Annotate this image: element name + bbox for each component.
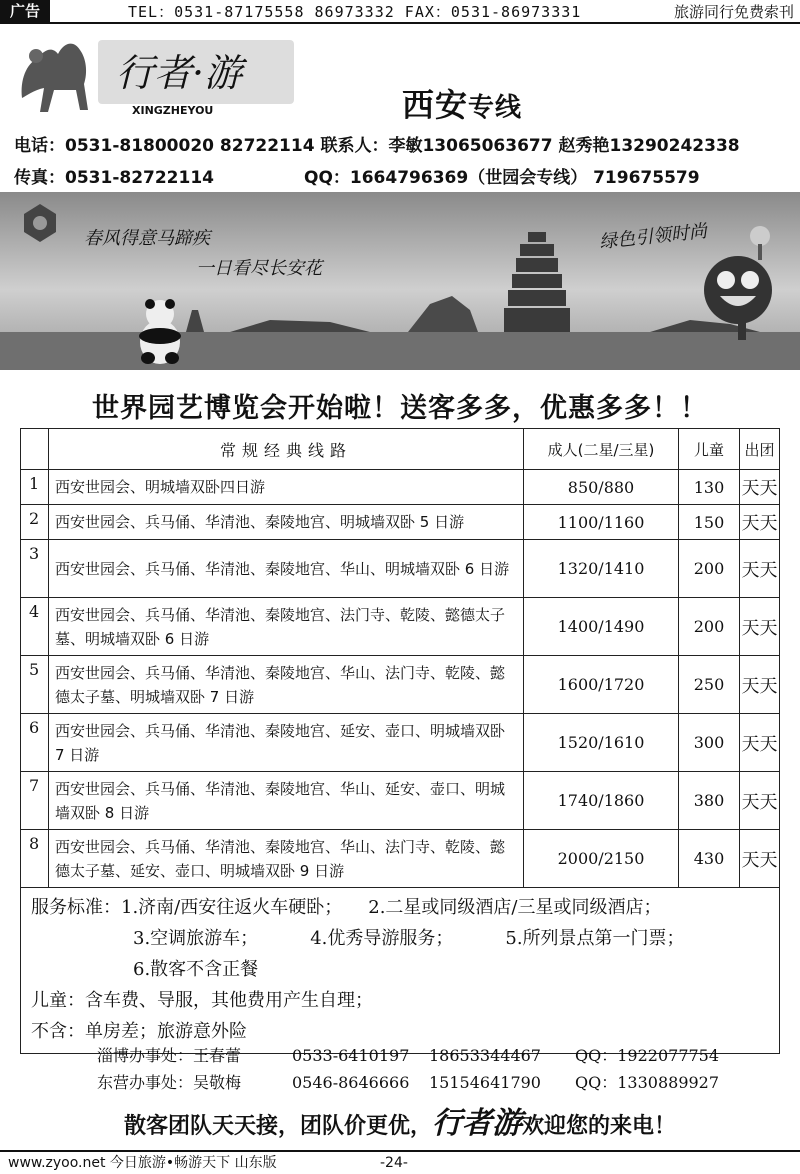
banner-poem-2: 一日看尽长安花 [196, 258, 322, 279]
adult-price: 1320/1410 [524, 540, 679, 598]
col-header-departure: 出团 [740, 429, 780, 470]
departure: 天天 [740, 714, 780, 772]
office-tel: 0533-6410197 [292, 1046, 410, 1065]
footer-brand: 行者游 [432, 1106, 522, 1141]
col-header-route: 常规经典线路 [49, 429, 524, 470]
departure: 天天 [740, 830, 780, 888]
table-row [21, 656, 780, 714]
route-name: 西安世园会、明城墙双卧四日游 [49, 470, 524, 505]
header-contact: TEL：0531-87175558 86973332 FAX：0531-86973331 [128, 3, 582, 21]
service-item: 2.二星或同级酒店/三星或同级酒店； [368, 897, 662, 918]
child-price: 150 [679, 505, 740, 540]
col-header-no [21, 429, 49, 470]
service-notes [21, 888, 780, 1054]
child-price: 130 [679, 470, 740, 505]
banner-motto: 绿色引领时尚 [598, 220, 708, 253]
table-row [21, 772, 780, 830]
fax-text: 传真：0531-82722114 [14, 168, 214, 188]
row-number: 1 [21, 470, 49, 505]
brand-logo [14, 28, 304, 120]
route-name: 西安世园会、兵马俑、华清池、秦陵地宫、法门寺、乾陵、懿德太子墓、明城墙双卧 6 日游 [49, 598, 524, 656]
office-tel: 0546-8646666 [292, 1073, 410, 1092]
notes-row [21, 888, 780, 1054]
row-number: 5 [21, 656, 49, 714]
table-row [21, 830, 780, 888]
child-note: 儿童：含车费、导服，其他费用产生自理； [31, 990, 373, 1011]
banner-poem-1: 春风得意马蹄疾 [84, 228, 210, 249]
office-label: 东营办事处：吴敬梅 [97, 1073, 242, 1092]
fax-qq-line [14, 163, 700, 188]
service-item: 5.所列景点第一门票； [505, 928, 685, 949]
departure: 天天 [740, 505, 780, 540]
banner-image [0, 192, 800, 370]
route-name: 西安世园会、兵马俑、华清池、秦陵地宫、延安、壶口、明城墙双卧 7 日游 [49, 714, 524, 772]
page-number: -24- [380, 1155, 408, 1171]
row-number: 8 [21, 830, 49, 888]
route-table [20, 428, 780, 1054]
office-qq: QQ：1922077754 [575, 1046, 720, 1065]
footer-slogan [0, 1098, 800, 1142]
exclude-note: 不含：单房差；旅游意外险 [31, 1021, 247, 1042]
footer-slogan-post: 欢迎您的来电！ [522, 1114, 677, 1139]
service-item: 4.优秀导游服务； [310, 928, 454, 949]
table-row [21, 540, 780, 598]
adult-price: 1600/1720 [524, 656, 679, 714]
departure: 天天 [740, 772, 780, 830]
site-line: www.zyoo.net 今日旅游•畅游天下 山东版 [8, 1155, 277, 1171]
departure: 天天 [740, 470, 780, 505]
row-number: 3 [21, 540, 49, 598]
adult-price: 1400/1490 [524, 598, 679, 656]
office-label: 淄博办事处：王春蕾 [97, 1046, 242, 1065]
adult-price: 850/880 [524, 470, 679, 505]
col-header-child: 儿童 [679, 429, 740, 470]
service-line-3 [31, 954, 769, 985]
table-row [21, 598, 780, 656]
service-line-2 [31, 923, 769, 954]
child-price: 250 [679, 656, 740, 714]
title-suffix: 专线 [468, 93, 523, 123]
child-price: 200 [679, 598, 740, 656]
child-price: 200 [679, 540, 740, 598]
route-name: 西安世园会、兵马俑、华清池、秦陵地宫、华山、延安、壶口、明城墙双卧 8 日游 [49, 772, 524, 830]
footer-slogan-pre: 散客团队天天接，团队价更优， [123, 1114, 432, 1139]
office-mobile: 18653344467 [429, 1046, 541, 1065]
list-item [97, 1069, 737, 1096]
row-number: 6 [21, 714, 49, 772]
top-bar [0, 0, 800, 24]
service-item: 6.散客不含正餐 [133, 959, 259, 980]
logo-brand-text: 行者·游 [116, 51, 243, 95]
table-row [21, 470, 780, 505]
bottom-bar [0, 1150, 800, 1174]
ad-tag: 广告 [0, 0, 50, 22]
promo-slogan: 世界园艺博览会开始啦！送客多多，优惠多多！！ [92, 393, 708, 424]
table-header-row [21, 429, 780, 470]
table-row [21, 714, 780, 772]
service-item: 3.空调旅游车； [133, 928, 259, 949]
list-item [97, 1042, 737, 1069]
child-price: 430 [679, 830, 740, 888]
child-price: 380 [679, 772, 740, 830]
adult-price: 1740/1860 [524, 772, 679, 830]
office-mobile: 15154641790 [429, 1073, 541, 1092]
phone-line: 电话：0531-81800020 82722114 联系人：李敏13065063677 赵秀艳13290242338 [14, 136, 740, 156]
child-price: 300 [679, 714, 740, 772]
row-number: 4 [21, 598, 49, 656]
qq-text: QQ：1664796369（世园会专线） 719675579 [304, 168, 700, 188]
row-number: 7 [21, 772, 49, 830]
route-name: 西安世园会、兵马俑、华清池、秦陵地宫、华山、明城墙双卧 6 日游 [49, 540, 524, 598]
route-name: 西安世园会、兵马俑、华清池、秦陵地宫、明城墙双卧 5 日游 [49, 505, 524, 540]
row-number: 2 [21, 505, 49, 540]
service-line-1 [31, 892, 769, 923]
route-name: 西安世园会、兵马俑、华清池、秦陵地宫、华山、法门寺、乾陵、懿德太子墓、明城墙双卧 7 日游 [49, 656, 524, 714]
office-list [97, 1042, 737, 1096]
title-main: 西安 [402, 86, 469, 124]
header-tagline: 旅游同行免费索刊 [673, 3, 794, 21]
adult-price: 2000/2150 [524, 830, 679, 888]
departure: 天天 [740, 656, 780, 714]
page-title [402, 80, 522, 126]
adult-price: 1100/1160 [524, 505, 679, 540]
departure: 天天 [740, 598, 780, 656]
office-qq: QQ：1330889927 [575, 1073, 720, 1092]
route-name: 西安世园会、兵马俑、华清池、秦陵地宫、华山、法门寺、乾陵、懿德太子墓、延安、壶口、明城墙双卧 9 日游 [49, 830, 524, 888]
adult-price: 1520/1610 [524, 714, 679, 772]
departure: 天天 [740, 540, 780, 598]
logo-brand-roman: XINGZHEYOU [132, 104, 214, 117]
service-item: 1.济南/西安往返火车硬卧； [121, 897, 343, 918]
table-row [21, 505, 780, 540]
service-label: 服务标准： [31, 897, 121, 918]
col-header-price: 成人(二星/三星) [524, 429, 679, 470]
